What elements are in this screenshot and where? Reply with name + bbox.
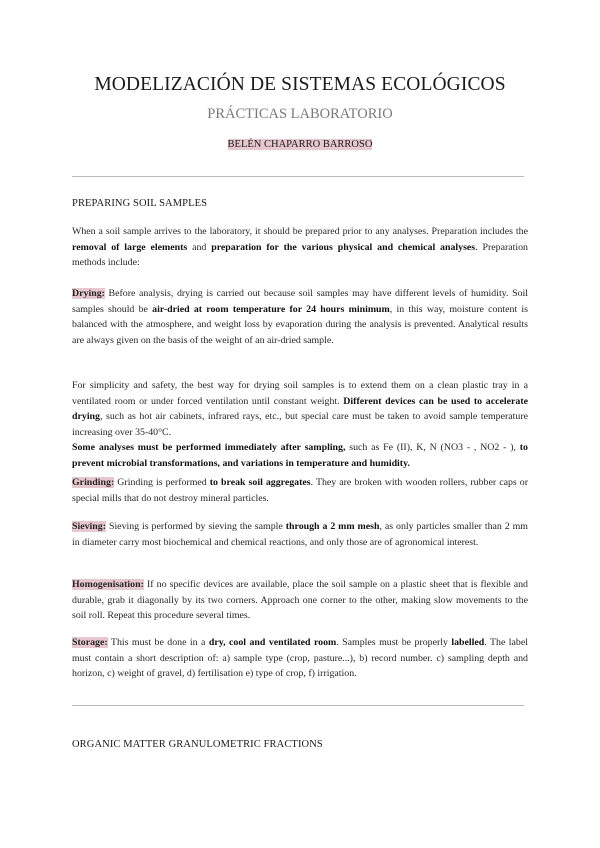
author-highlight: BELÉN CHAPARRO BARROSO	[227, 139, 373, 150]
document-title: MODELIZACIÓN DE SISTEMAS ECOLÓGICOS	[94, 74, 506, 95]
section-heading-preparing: PREPARING SOIL SAMPLES	[72, 198, 208, 209]
intro-text-2: and	[187, 241, 212, 253]
grinding-bold-1: to break soil aggregates	[209, 477, 311, 488]
drying2-text-3: such as Fe (II), K, N (NO3 - , NO2 - ),	[345, 442, 520, 454]
section-heading-organic-matter: ORGANIC MATTER GRANULOMETRIC FRACTIONS	[72, 739, 323, 750]
intro-text-1: When a soil sample arrives to the laboratory, it should be prepared prior to any analyses. Preparation includes the	[72, 226, 528, 237]
sieving-text-2: , as only particles smaller than 2 mm in diameter carry most biochemical and chemical reactions, and only those are of agronomical interest.	[72, 521, 528, 548]
drying-text-1: Before analysis, drying is carried out because soil samples may have different levels of humidity. Soil samples should be	[72, 288, 528, 315]
divider-bottom	[72, 705, 524, 706]
drying-bold-1: air-dried at room temperature for 24 hours minimum	[152, 303, 390, 315]
storage-text-1: This must be done in a	[107, 637, 209, 648]
drying2-text-2: , such as hot air cabinets, infrared rays, etc., but special care must be taken to avoid sample temperature increasing over 35-40°C.	[72, 411, 528, 438]
intro-bold-1: removal of large elements	[72, 241, 188, 253]
storage-text-3: . The label must contain a short description of: a) sample type (crop, pasture...), b) record number. c) sampling depth and horizon, c) weight of gravel, d) fertilisation e) type of crop, f) irrigation.	[72, 637, 529, 680]
storage-bold-2: labelled	[451, 637, 485, 648]
drying-label: Drying:	[72, 288, 105, 299]
paragraph-storage	[72, 635, 528, 682]
storage-bold-1: dry, cool and ventilated room	[208, 637, 337, 648]
sieving-text-1: Sieving is performed by sieving the sample	[106, 521, 286, 532]
paragraph-homogenisation	[72, 577, 528, 624]
homogenisation-label: Homogenisation:	[72, 579, 144, 590]
storage-text-2: . Samples must be properly	[336, 637, 452, 648]
document-subtitle: PRÁCTICAS LABORATORIO	[207, 106, 393, 122]
grinding-label: Grinding:	[72, 477, 115, 488]
paragraph-grinding	[72, 475, 528, 506]
homogenisation-text-1: If no specific devices are available, place the soil sample on a plastic sheet that is flexible and durable, grab it diagonally by its two corners. Approach one corner to the other, making slow movements to the soil roll. Repeat this procedure several times.	[72, 579, 528, 622]
drying2-bold-1: Different devices can be used to accelerate drying	[72, 395, 528, 423]
paragraph-drying-methods	[72, 378, 528, 472]
paragraph-sieving	[72, 519, 528, 550]
drying-text-2: , in this way, moisture content is balanced with the atmosphere, and weight loss by evaporation during the analysis is prevented. Analytical results are always given on the basis of the weight of an air-dried sample.	[72, 303, 528, 346]
drying2-text-1: For simplicity and safety, the best way for drying soil samples is to extend them on a clean plastic tray in a ventilated room or under forced ventilation until constant weight.	[72, 380, 528, 407]
paragraph-intro	[72, 224, 528, 271]
author-name	[0, 139, 600, 150]
grinding-text-1: Grinding is performed	[114, 477, 210, 488]
storage-label: Storage:	[72, 637, 108, 648]
sieving-label: Sieving:	[72, 521, 107, 532]
drying2-bold-3: to prevent microbial transformations, and variations in temperature and humidity.	[72, 442, 528, 469]
intro-bold-2: preparation for the various physical and chemical analyses	[211, 241, 476, 253]
grinding-text-2: . They are broken with wooden rollers, rubber caps or special mills that do not destroy mineral particles.	[72, 477, 528, 504]
paragraph-drying	[72, 286, 528, 348]
divider-top	[72, 176, 524, 177]
drying2-bold-2: Some analyses must be performed immediately after sampling,	[72, 442, 346, 454]
sieving-bold-1: through a 2 mm mesh	[285, 521, 380, 532]
intro-text-3: . Preparation methods include:	[72, 241, 528, 269]
